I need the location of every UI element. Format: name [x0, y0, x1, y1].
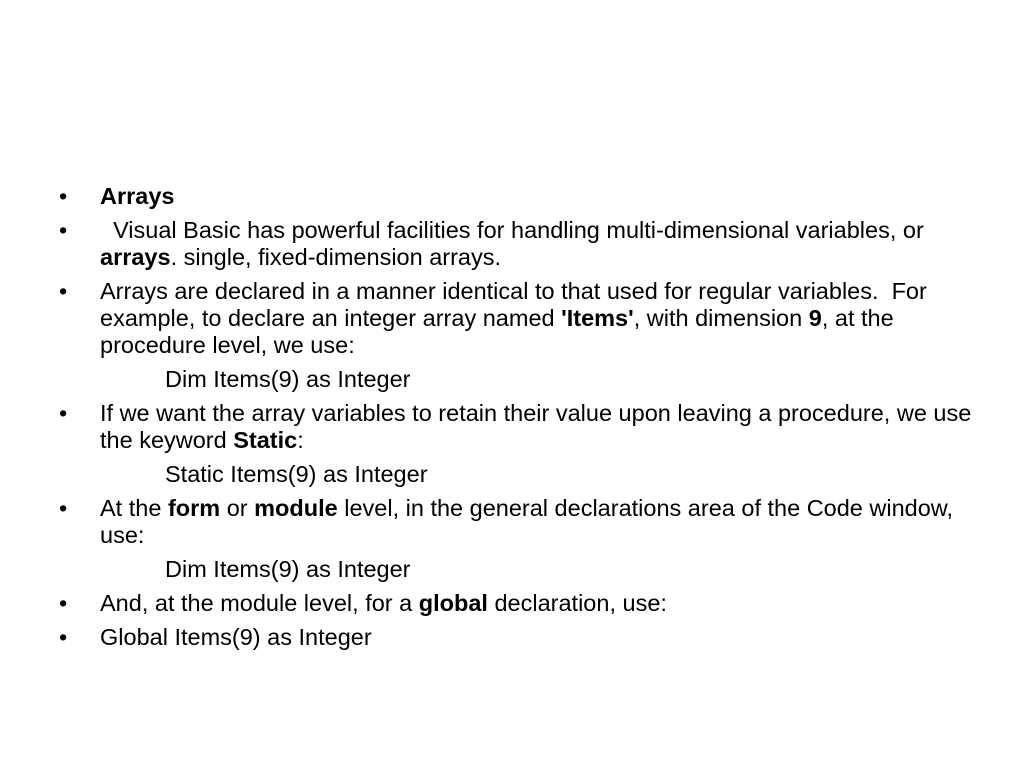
bold-span: 'Items' [561, 305, 634, 331]
code-line-dim-module: Dim Items(9) as Integer [165, 556, 411, 582]
list-item-form-module [59, 495, 979, 549]
bullet-icon: • [59, 400, 68, 426]
text-span: or [220, 495, 255, 521]
bold-span: 9 [808, 305, 822, 331]
text-span: If we want the array variables to retain their value upon leaving a procedure, we use the keyword [100, 400, 972, 453]
bold-span: global [418, 590, 488, 616]
code-line-static: Static Items(9) as Integer [165, 461, 428, 487]
bullet-icon: • [59, 590, 68, 616]
bold-span: arrays [100, 244, 171, 270]
bullet-icon: • [59, 624, 68, 650]
bullet-icon: • [59, 183, 68, 209]
text-span: level, in the general declarations area of the Code window, use: [100, 495, 954, 548]
list-item-static [59, 400, 979, 454]
bullet-icon: • [59, 495, 68, 521]
bullet-list [59, 183, 979, 658]
bullet-icon: • [59, 278, 68, 304]
text-span: , with dimension [633, 305, 809, 331]
text-span: At the [100, 495, 168, 521]
text-span: , at the procedure level, we use: [100, 305, 894, 358]
text-span: declaration, use: [487, 590, 667, 616]
list-item-declaration [59, 278, 979, 359]
list-item-global-code [59, 624, 979, 651]
bold-span: form [167, 495, 221, 521]
bold-span: module [254, 495, 338, 521]
list-item-arrays-heading [59, 183, 979, 210]
bullet-icon: • [59, 217, 68, 243]
list-item-intro [59, 217, 979, 271]
bold-span: Static [233, 427, 298, 453]
text-span: : [297, 427, 304, 453]
list-item-global [59, 590, 979, 617]
text-span: Arrays are declared in a manner identical to that used for regular variables. For example, to declare an integer array named [100, 278, 934, 331]
text-span: Visual Basic has powerful facilities for handling multi-dimensional variables, or [100, 217, 931, 243]
code-line-dim: Dim Items(9) as Integer [165, 366, 411, 392]
heading-text: Arrays [100, 183, 175, 209]
text-span: And, at the module level, for a [100, 590, 419, 616]
text-span: . single, fixed-dimension arrays. [170, 244, 502, 270]
text-span: Global Items(9) as Integer [100, 624, 372, 650]
